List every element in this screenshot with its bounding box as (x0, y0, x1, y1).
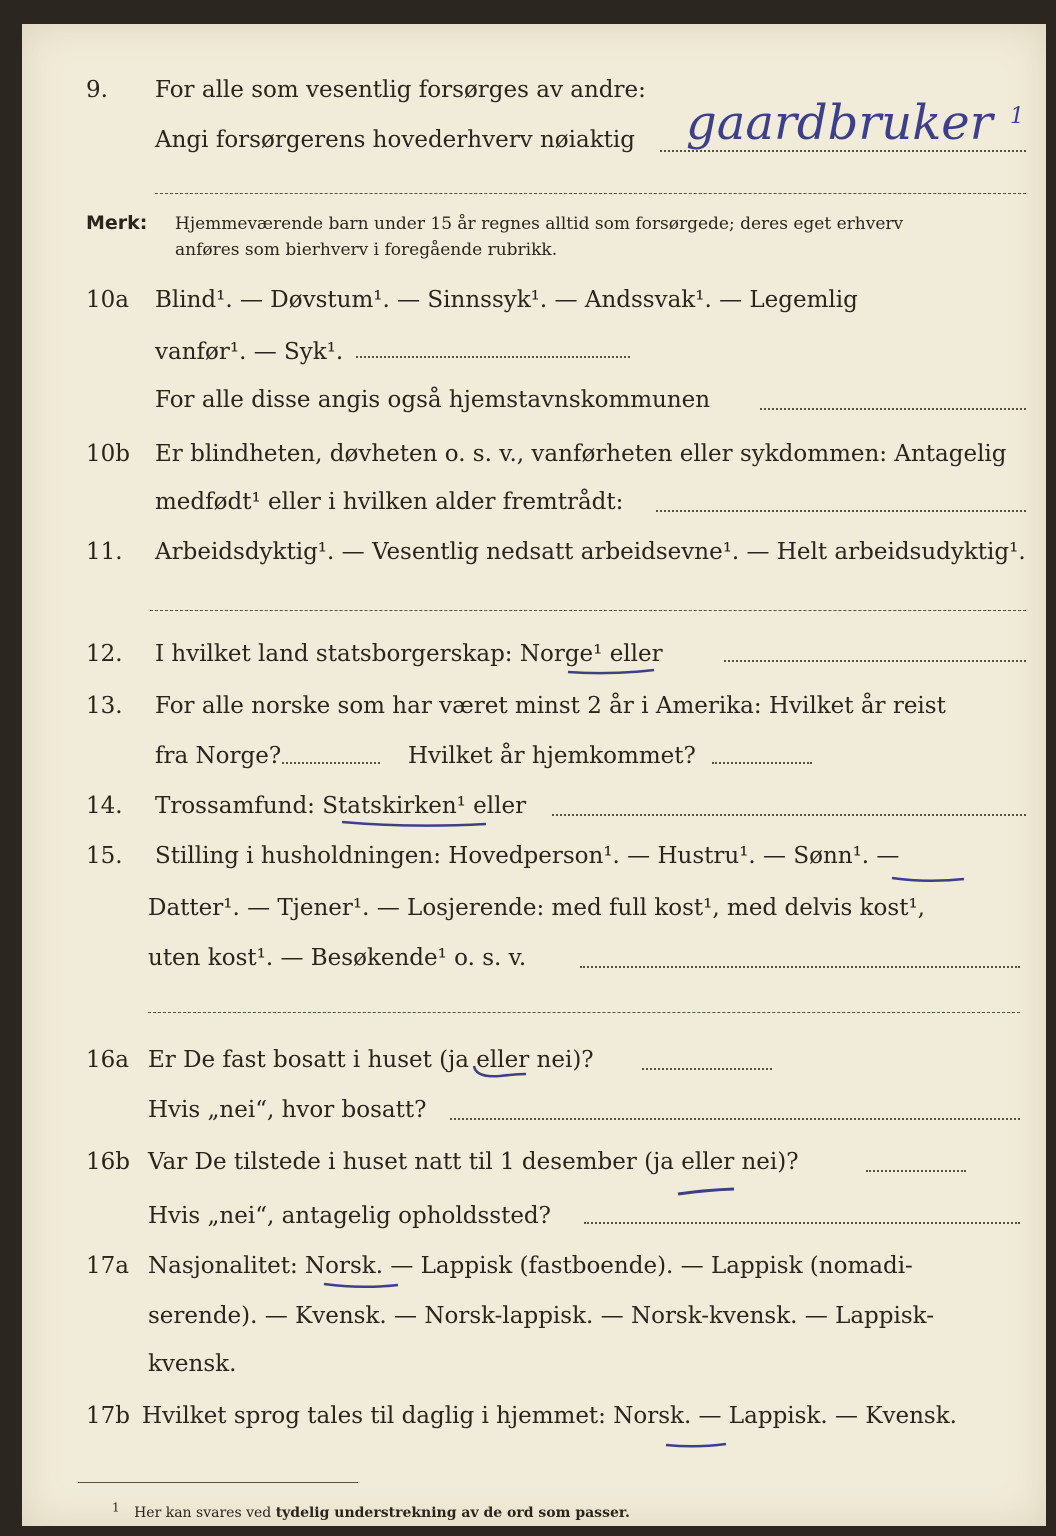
item-number: 16a (86, 1047, 129, 1073)
item-10a-row-2 (0, 332, 1056, 372)
item-10b-row-2 (0, 482, 1056, 522)
item-10a-row-3 (0, 380, 1056, 420)
item-text: Angi forsørgerens hovederhverv nøiaktig (155, 127, 635, 153)
note-label: Merk: (86, 212, 148, 234)
handwritten-underline (322, 1280, 400, 1290)
item-11-row (0, 532, 1056, 572)
answer-line (866, 1170, 966, 1172)
item-number: 12. (86, 641, 123, 667)
item-text: Er blindheten, døvheten o. s. v., vanførheten eller sykdommen: Antagelig (155, 441, 1007, 467)
handwritten-underline (890, 874, 966, 884)
item-17a-row-2 (0, 1296, 1056, 1336)
item-number: 15. (86, 843, 123, 869)
item-number: 10a (86, 287, 129, 313)
item-number: 17b (86, 1403, 130, 1429)
handwritten-underline (566, 666, 656, 676)
handwritten-underline (664, 1440, 728, 1450)
item-text: Blind¹. — Døvstum¹. — Sinnssyk¹. — Andssvak¹. — Legemlig (155, 287, 858, 313)
item-15-row-3 (0, 938, 1056, 978)
item-16b-row (0, 1142, 1056, 1182)
item-number: 14. (86, 793, 123, 819)
answer-line (148, 1012, 1020, 1013)
answer-line (356, 356, 630, 358)
item-text: Nasjonalitet: Norsk. — Lappisk (fastboende). — Lappisk (nomadi- (148, 1253, 913, 1279)
item-text: serende). — Kvensk. — Norsk-lappisk. — Norsk-kvensk. — Lappisk- (148, 1303, 934, 1329)
item-text: Hvis „nei“, antagelig opholdssted? (148, 1203, 551, 1229)
item-text: vanfør¹. — Syk¹. (155, 339, 344, 365)
item-16a-row-2 (0, 1090, 1056, 1130)
item-14-row (0, 786, 1056, 826)
answer-line (584, 1222, 1020, 1224)
item-15-row-2 (0, 888, 1056, 928)
answer-line (150, 610, 1026, 611)
item-15-row (0, 836, 1056, 876)
answer-line (656, 510, 1026, 512)
item-number: 17a (86, 1253, 129, 1279)
item-text: For alle disse angis også hjemstavnskommunen (155, 387, 711, 413)
handwritten-footnote-mark: 1 (1010, 104, 1024, 129)
item-text: uten kost¹. — Besøkende¹ o. s. v. (148, 945, 527, 971)
item-text: Hvis „nei“, hvor bosatt? (148, 1097, 427, 1123)
footnote (112, 1500, 630, 1521)
handwritten-underline (340, 818, 490, 830)
footnote-bold-text: tydelig understrekning av de ord som passer. (275, 1505, 630, 1521)
answer-line (642, 1068, 772, 1070)
handwritten-underline (470, 1064, 530, 1082)
item-16b-row-2 (0, 1196, 1056, 1236)
item-13-row (0, 686, 1056, 726)
item-text: Er De fast bosatt i huset (ja eller nei)? (148, 1047, 594, 1073)
item-text: fra Norge? (155, 743, 282, 769)
answer-line (552, 814, 1026, 816)
item-text: Arbeidsdyktig¹. — Vesentlig nedsatt arbeidsevne¹. — Helt arbeidsudyktig¹. (155, 539, 1026, 565)
item-number: 11. (86, 539, 123, 565)
handwritten-answer: gaardbruker (686, 95, 993, 151)
item-text: Hvilket sprog tales til daglig i hjemmet: Norsk. — Lappisk. — Kvensk. (142, 1403, 957, 1429)
item-13-row-2 (0, 736, 1056, 776)
item-17a-row (0, 1246, 1056, 1286)
footnote-rule (78, 1482, 358, 1483)
answer-line (155, 193, 1026, 194)
note-text: Hjemmeværende barn under 15 år regnes alltid som forsørgede; deres eget erhverv (175, 214, 904, 234)
answer-line (282, 762, 380, 764)
item-text: Hvilket år hjemkommet? (408, 743, 696, 769)
item-17b-row (0, 1396, 1056, 1436)
footnote-text: Her kan svares ved (134, 1505, 276, 1521)
item-text: Datter¹. — Tjener¹. — Losjerende: med full kost¹, med delvis kost¹, (148, 895, 925, 921)
item-12-row (0, 634, 1056, 674)
footnote-mark: 1 (112, 1500, 120, 1515)
item-number: 13. (86, 693, 123, 719)
item-number: 10b (86, 441, 130, 467)
item-number: 16b (86, 1149, 130, 1175)
item-text: Var De tilstede i huset natt til 1 desember (ja eller nei)? (148, 1149, 799, 1175)
answer-line (760, 408, 1026, 410)
item-text: medfødt¹ eller i hvilken alder fremtrådt: (155, 489, 624, 515)
answer-line (724, 660, 1026, 662)
item-10b-row (0, 434, 1056, 474)
item-text: For alle som vesentlig forsørges av andre: (155, 77, 646, 103)
note-text: anføres som bierhverv i foregående rubrikk. (175, 240, 558, 260)
item-number: 9. (86, 77, 108, 103)
item-text: kvensk. (148, 1351, 237, 1377)
answer-line (580, 966, 1020, 968)
answer-line (450, 1118, 1020, 1120)
item-text: I hvilket land statsborgerskap: Norge¹ eller (155, 641, 663, 667)
item-10a-row (0, 280, 1056, 320)
item-17a-row-3 (0, 1344, 1056, 1384)
item-text: Trossamfund: Statskirken¹ eller (155, 793, 527, 819)
item-text: Stilling i husholdningen: Hovedperson¹. — Hustru¹. — Sønn¹. — (155, 843, 900, 869)
item-text: For alle norske som har været minst 2 år i Amerika: Hvilket år reist (155, 693, 946, 719)
answer-line (712, 762, 812, 764)
